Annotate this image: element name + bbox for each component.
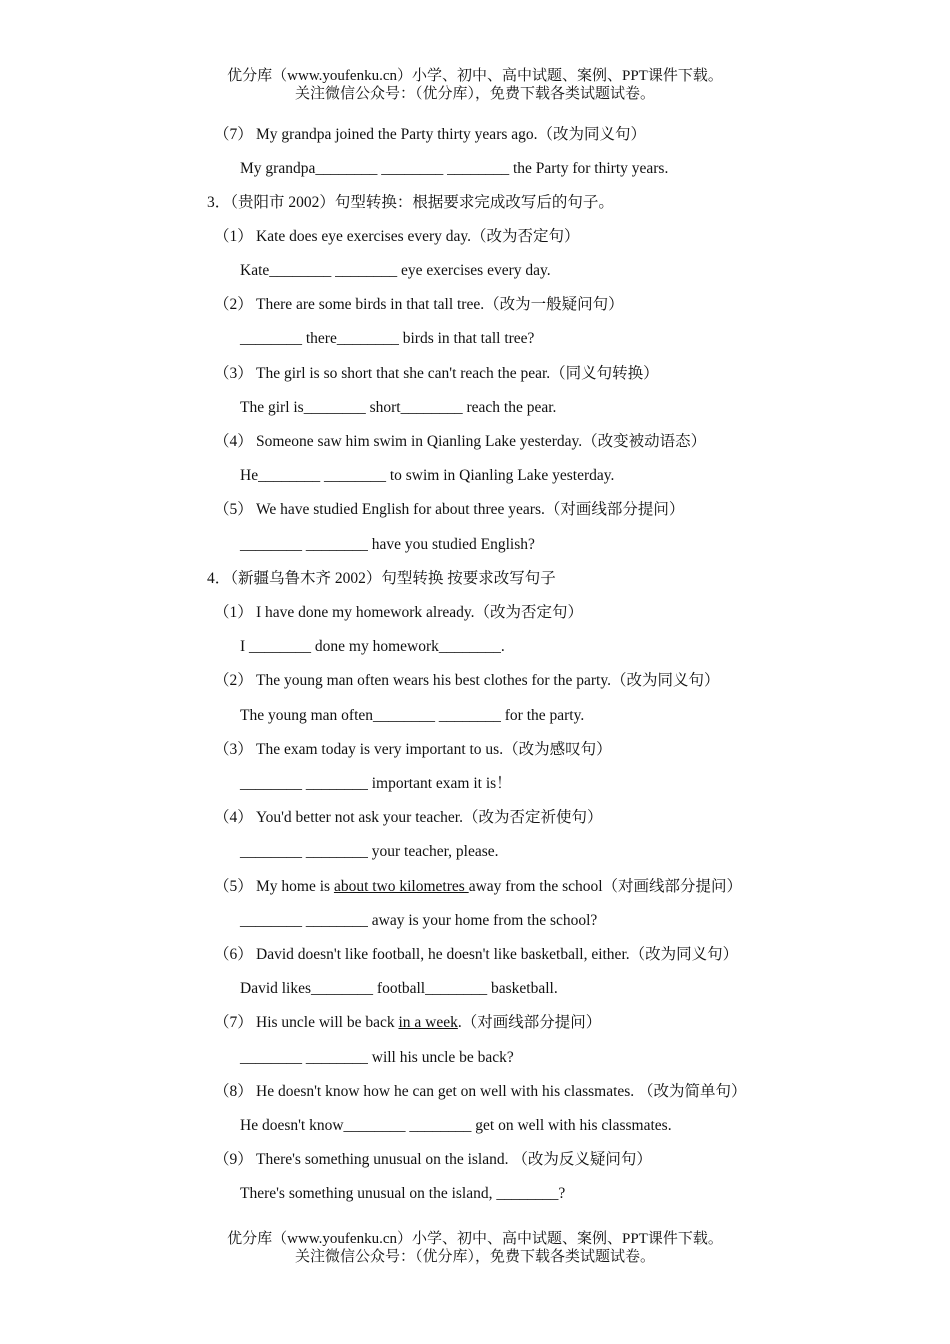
item-number: （6） xyxy=(214,946,253,963)
header-line-2: 关注微信公众号：（优分库），免费下载各类试题试卷。 xyxy=(294,86,655,102)
underlined-phrase: in a week xyxy=(398,1014,458,1031)
answer-line: David likes________ football________ basketball. xyxy=(240,980,558,997)
item-number: （7） xyxy=(214,1014,253,1031)
item-text-before: My home is xyxy=(256,878,334,895)
item-text: The exam today is very important to us.（改为感叹句） xyxy=(256,741,612,758)
item-text: He doesn't know how he can get on well with his classmates. （改为简单句） xyxy=(256,1083,747,1100)
item-text: You'd better not ask your teacher.（改为否定祈使句） xyxy=(256,809,603,826)
item-number: （2） xyxy=(214,672,253,689)
item-number: （1） xyxy=(214,228,253,245)
answer-line: ________ ________ your teacher, please. xyxy=(240,843,499,860)
question-item xyxy=(214,1013,601,1033)
answer-line: He________ ________ to swim in Qianling Lake yesterday. xyxy=(240,467,615,484)
answer-line: Kate________ ________ eye exercises every day. xyxy=(240,262,551,279)
question-item xyxy=(214,808,602,828)
item-number: （9） xyxy=(214,1151,253,1168)
item-text: There are some birds in that tall tree.（改为一般疑问句） xyxy=(256,296,624,313)
page-footer xyxy=(0,1230,950,1266)
item-text: My grandpa joined the Party thirty years ago.（改为同义句） xyxy=(256,126,647,143)
answer-line: The young man often________ ________ for the party. xyxy=(240,707,585,724)
item-text: The young man often wears his best clothes for the party.（改为同义句） xyxy=(256,672,720,689)
item-text-after: .（对画线部分提问） xyxy=(457,1014,602,1031)
question-item xyxy=(214,364,659,384)
question-item xyxy=(214,877,742,897)
item-number: （2） xyxy=(214,296,253,313)
footer-line-1: 优分库（www.youfenku.cn）小学、初中、高中试题、案例、PPT课件下载。 xyxy=(227,1231,723,1247)
answer-line: There's something unusual on the island, ________? xyxy=(240,1185,566,1202)
question-item xyxy=(214,1082,747,1102)
answer-line: My grandpa________ ________ ________ the Party for thirty years. xyxy=(240,160,669,177)
item-number: （1） xyxy=(214,604,253,621)
item-number: （8） xyxy=(214,1083,253,1100)
question-item xyxy=(214,945,738,965)
question-item xyxy=(214,671,719,691)
item-number: （7） xyxy=(214,126,253,143)
item-text: David doesn't like football, he doesn't like basketball, either.（改为同义句） xyxy=(256,946,739,963)
item-text-before: His uncle will be back xyxy=(256,1014,399,1031)
answer-line: The girl is________ short________ reach the pear. xyxy=(240,399,557,416)
question-item xyxy=(214,740,612,760)
item-text: There's something unusual on the island. （改为反义疑问句） xyxy=(256,1151,652,1168)
footer-line-2: 关注微信公众号：（优分库），免费下载各类试题试卷。 xyxy=(294,1249,655,1265)
item-number: （3） xyxy=(214,365,253,382)
page-header xyxy=(0,67,950,103)
question-item xyxy=(214,432,706,452)
item-text: Kate does eye exercises every day.（改为否定句） xyxy=(256,228,580,245)
question-item xyxy=(214,125,646,145)
header-line-1: 优分库（www.youfenku.cn）小学、初中、高中试题、案例、PPT课件下载。 xyxy=(227,68,723,84)
item-text: Someone saw him swim in Qianling Lake yesterday.（改变被动语态） xyxy=(256,433,707,450)
answer-line: He doesn't know________ ________ get on well with his classmates. xyxy=(240,1117,672,1134)
question-item xyxy=(214,500,684,520)
answer-line: I ________ done my homework________. xyxy=(240,638,505,655)
item-text: I have done my homework already.（改为否定句） xyxy=(256,604,583,621)
item-number: （4） xyxy=(214,809,253,826)
question-item xyxy=(214,227,580,247)
answer-line: ________ ________ away is your home from the school? xyxy=(240,912,598,929)
question-heading: 3．（贵阳市 2002）句型转换：根据要求完成改写后的句子。 xyxy=(207,194,614,211)
answer-line: ________ there________ birds in that tall tree? xyxy=(240,330,535,347)
question-item xyxy=(214,1150,652,1170)
item-number: （5） xyxy=(214,878,253,895)
item-text: We have studied English for about three years.（对画线部分提问） xyxy=(256,501,685,518)
underlined-phrase: about two kilometres xyxy=(333,878,469,895)
item-text-after: away from the school（对画线部分提问） xyxy=(468,878,743,895)
item-number: （3） xyxy=(214,741,253,758)
question-item xyxy=(214,295,624,315)
item-text: The girl is so short that she can't reach the pear.（同义句转换） xyxy=(256,365,659,382)
item-number: （4） xyxy=(214,433,253,450)
answer-line: ________ ________ will his uncle be back? xyxy=(240,1049,514,1066)
item-number: （5） xyxy=(214,501,253,518)
question-heading: 4．（新疆乌鲁木齐 2002）句型转换 按要求改写句子 xyxy=(207,570,556,587)
answer-line: ________ ________ important exam it is！ xyxy=(240,775,512,792)
answer-line: ________ ________ have you studied English? xyxy=(240,536,535,553)
question-item xyxy=(214,603,583,623)
